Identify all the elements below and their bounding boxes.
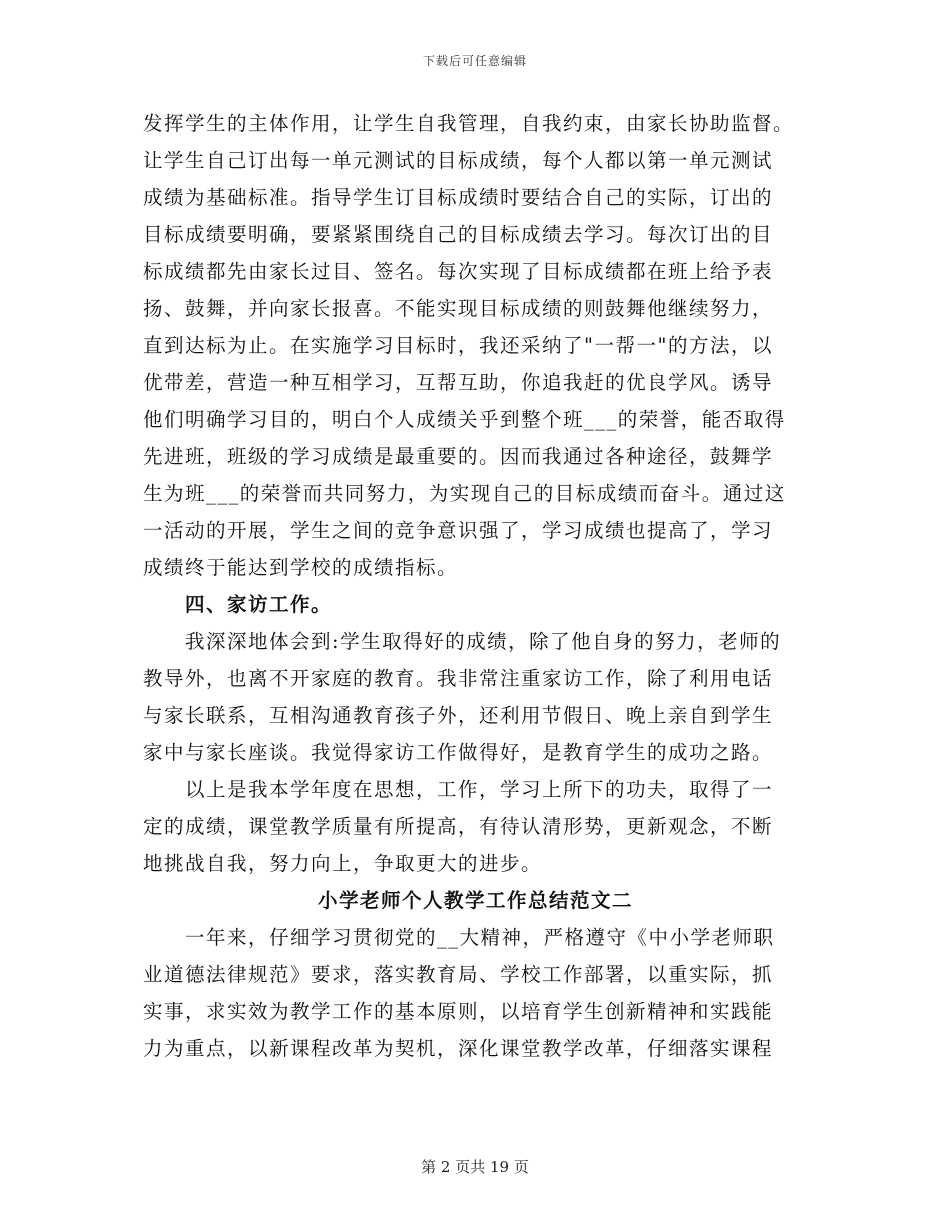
text-line: 成绩终于能达到学校的成绩指标。: [143, 556, 459, 579]
text-line: 家中与家长座谈。我觉得家访工作做得好，是教育学生的成功之路。: [143, 741, 774, 764]
page-footer: 第 2 页共 19 页: [421, 1158, 529, 1176]
text-line: 实事，求实效为教学工作的基本原则，以培育学生创新精神和实践能: [143, 1000, 774, 1023]
text-line: 直到达标为止。在实施学习目标时，我还采纳了"一帮一"的方法，以: [143, 334, 773, 357]
text-line: 标成绩都先由家长过目、签名。每次实现了目标成绩都在班上给予表: [143, 260, 774, 283]
text-line: 力为重点，以新课程改革为契机，深化课堂教学改革，仔细落实课程: [143, 1037, 774, 1060]
text-line: 发挥学生的主体作用，让学生自我管理，自我约束，由家长协助监督。: [143, 112, 795, 135]
text-line: 一年来，仔细学习贯彻党的__大精神，严格遵守《中小学老师职: [185, 926, 775, 949]
text-line: 以上是我本学年度在思想，工作，学习上所下的功夫，取得了一: [185, 778, 774, 801]
text-line: 我深深地体会到:学生取得好的成绩，除了他自身的努力，老师的: [185, 630, 782, 653]
text-line: 目标成绩要明确，要紧紧围绕自己的目标成绩去学习。每次订出的目: [143, 223, 774, 246]
text-line: 定的成绩，课堂教学质量有所提高，有待认清形势，更新观念，不断: [143, 815, 774, 838]
article-title: 小学老师个人教学工作总结范文二: [317, 889, 633, 912]
text-line: 教导外，也离不开家庭的教育。我非常注重家访工作，除了利用电话: [143, 667, 774, 690]
text-line: 让学生自己订出每一单元测试的目标成绩，每个人都以第一单元测试: [143, 149, 774, 172]
text-line: 与家长联系，互相沟通教育孩子外，还利用节假日、晚上亲自到学生: [143, 704, 774, 727]
text-line: 生为班___的荣誉而共同努力，为实现自己的目标成绩而奋斗。通过这: [143, 482, 786, 505]
text-line: 扬、鼓舞，并向家长报喜。不能实现目标成绩的则鼓舞他继续努力，: [143, 297, 774, 320]
text-line: 一活动的开展，学生之间的竞争意识强了，学习成绩也提高了，学习: [143, 519, 774, 542]
page-header: 下载后可任意编辑: [422, 54, 527, 68]
text-line: 先进班，班级的学习成绩是最重要的。因而我通过各种途径，鼓舞学: [143, 445, 774, 468]
text-line: 成绩为基础标准。指导学生订目标成绩时要结合自己的实际，订出的: [143, 186, 774, 209]
text-line: 他们明确学习目的，明白个人成绩关乎到整个班___的荣誉，能否取得: [143, 408, 786, 431]
section-heading: 四、家访工作。: [185, 593, 333, 616]
text-line: 优带差，营造一种互相学习，互帮互助，你追我赶的优良学风。诱导: [143, 371, 774, 394]
text-line: 地挑战自我，努力向上，争取更大的进步。: [143, 852, 543, 875]
text-line: 业道德法律规范》要求，落实教育局、学校工作部署，以重实际，抓: [143, 963, 774, 986]
document-body: [143, 105, 808, 1067]
